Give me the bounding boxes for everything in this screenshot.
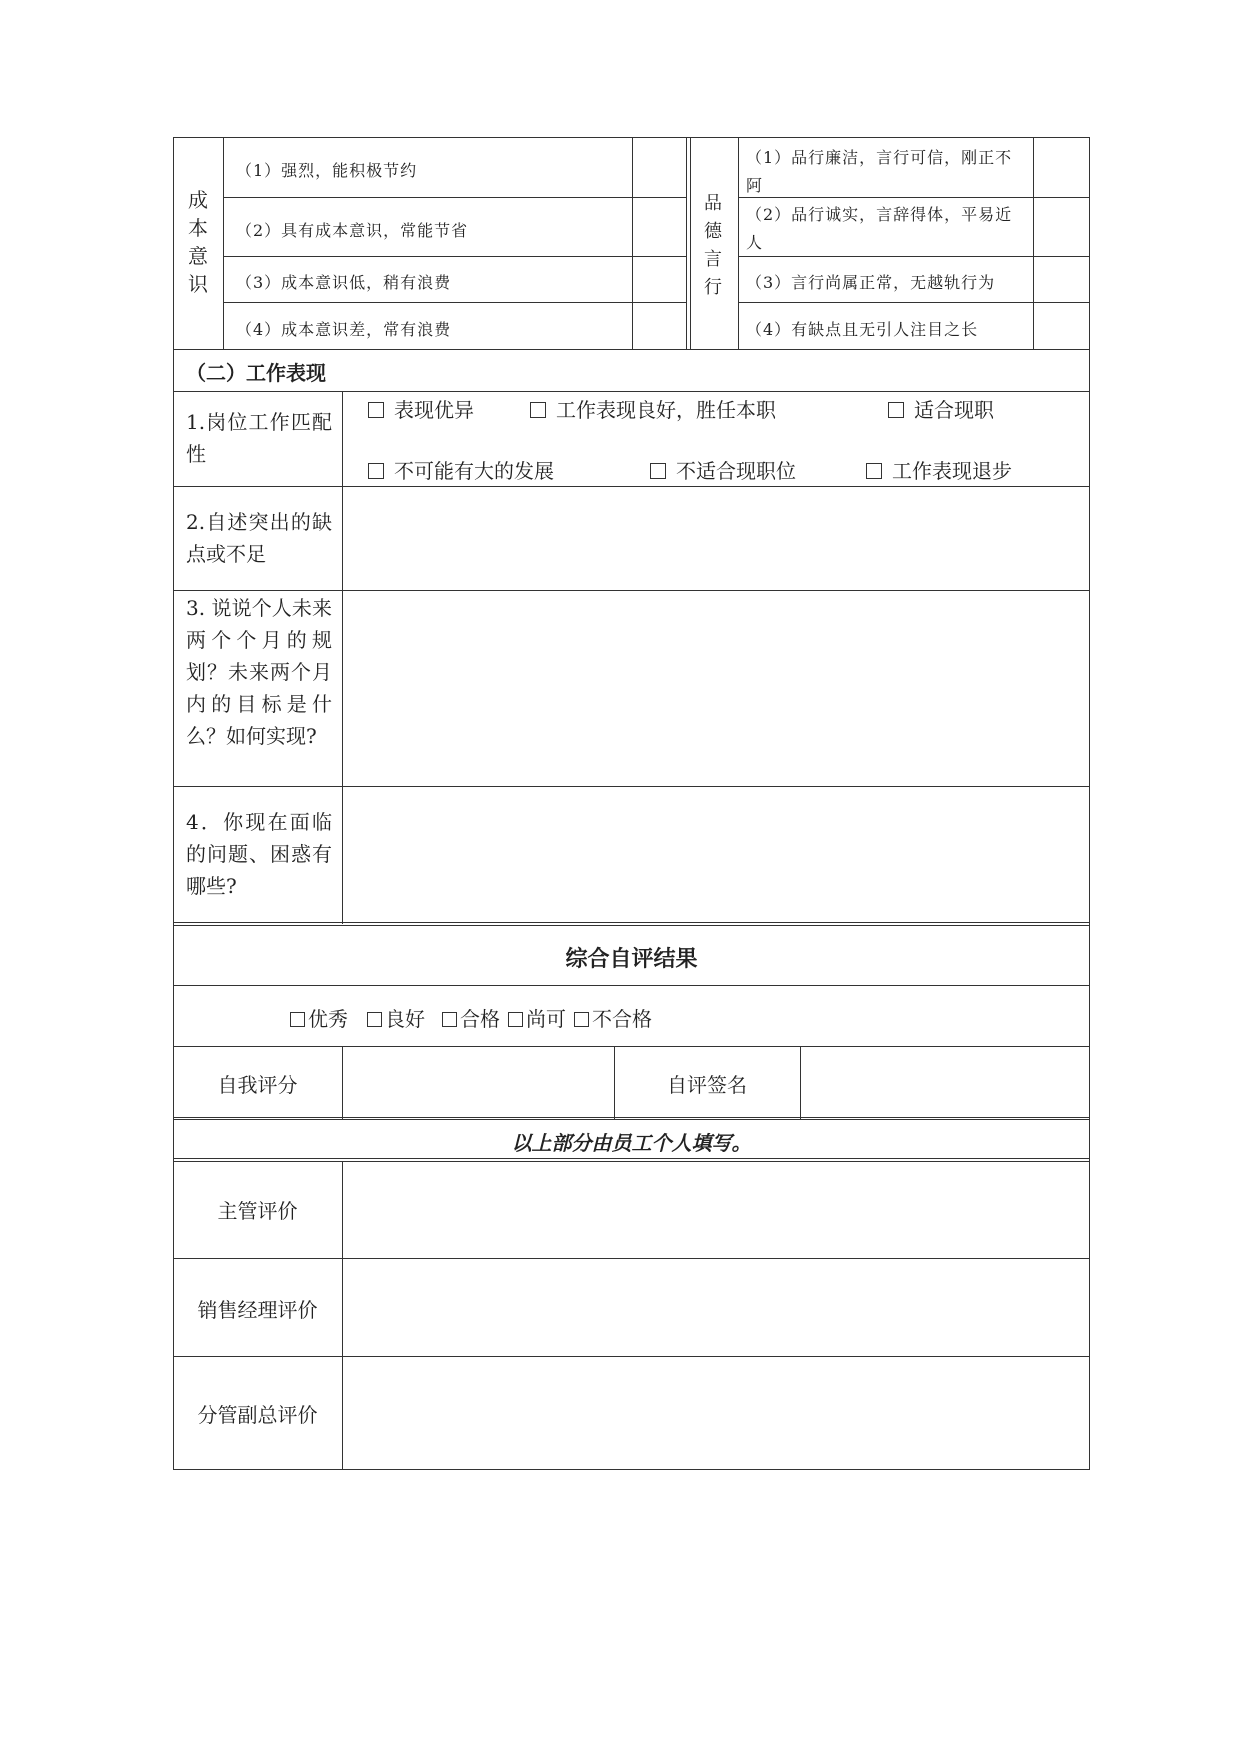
moral-item-2: （2）品行诚实，言辞得体，平易近人: [746, 205, 1013, 252]
supervisor-review-label: 主管评价: [217, 1199, 298, 1223]
grade-fair[interactable]: 尚可: [508, 1003, 566, 1032]
option-unsuitable[interactable]: 不适合现职位: [650, 455, 796, 484]
checkbox-icon: [368, 402, 384, 418]
checkbox-icon: [650, 463, 666, 479]
supervisor-review-field[interactable]: [344, 1163, 1088, 1257]
sales-manager-review-label: 销售经理评价: [197, 1298, 318, 1322]
cost-item-4: （4）成本意识差，常有浪费: [236, 320, 452, 339]
sales-manager-review-field[interactable]: [344, 1260, 1088, 1355]
moral-item-4: （4）有缺点且无引人注目之长: [746, 320, 979, 339]
q1-label: 1.岗位工作匹配性: [186, 410, 332, 466]
moral-item-3: （3）言行尚属正常，无越轨行为: [746, 273, 996, 292]
checkbox-icon: [442, 1012, 457, 1027]
employee-fill-note: 以上部分由员工个人填写。: [511, 1131, 752, 1155]
checkbox-icon: [508, 1012, 523, 1027]
grade-pass[interactable]: 合格: [442, 1003, 500, 1032]
checkbox-icon: [866, 463, 882, 479]
moral-item-1: （1）品行廉洁，言行可信，刚正不阿: [746, 148, 1013, 195]
cost-item-3: （3）成本意识低，稍有浪费: [236, 273, 452, 292]
cost-item-2: （2）具有成本意识，常能节省: [236, 221, 469, 240]
work-performance-title: （二）工作表现: [186, 361, 326, 385]
option-good[interactable]: 工作表现良好，胜任本职: [530, 394, 776, 423]
checkbox-icon: [530, 402, 546, 418]
self-sign-label: 自评签名: [667, 1073, 747, 1097]
q3-label: 3. 说说个人未来两个个月的规划？未来两个月内的目标是什么？如何实现?: [186, 596, 332, 748]
moral-conduct-title: 品德言行: [704, 193, 722, 298]
grade-excellent[interactable]: 优秀: [290, 1003, 348, 1032]
grade-good[interactable]: 良好: [367, 1003, 425, 1032]
summary-title: 综合自评结果: [565, 946, 698, 972]
checkbox-icon: [368, 463, 384, 479]
checkbox-icon: [574, 1012, 589, 1027]
self-score-label: 自我评分: [217, 1073, 298, 1097]
cost-item-1: （1）强烈，能积极节约: [236, 161, 418, 180]
self-sign-field[interactable]: [802, 1048, 1088, 1116]
checkbox-icon: [367, 1012, 382, 1027]
q3-answer-field[interactable]: [344, 592, 1088, 785]
cost-awareness-title: 成本意识: [188, 188, 208, 296]
q2-answer-field[interactable]: [344, 488, 1088, 589]
option-regress[interactable]: 工作表现退步: [866, 455, 1012, 484]
checkbox-icon: [290, 1012, 305, 1027]
q2-label: 2.自述突出的缺点或不足: [186, 510, 332, 566]
self-score-field[interactable]: [344, 1048, 613, 1116]
q4-label: 4．你现在面临的问题、困惑有哪些?: [186, 810, 332, 898]
grade-fail[interactable]: 不合格: [574, 1003, 652, 1032]
vp-review-field[interactable]: [344, 1358, 1088, 1468]
option-no-development[interactable]: 不可能有大的发展: [368, 455, 554, 484]
checkbox-icon: [888, 402, 904, 418]
option-excellent[interactable]: 表现优异: [368, 394, 474, 423]
option-suitable[interactable]: 适合现职: [888, 394, 994, 423]
vp-review-label: 分管副总评价: [197, 1403, 318, 1427]
q4-answer-field[interactable]: [344, 788, 1088, 921]
